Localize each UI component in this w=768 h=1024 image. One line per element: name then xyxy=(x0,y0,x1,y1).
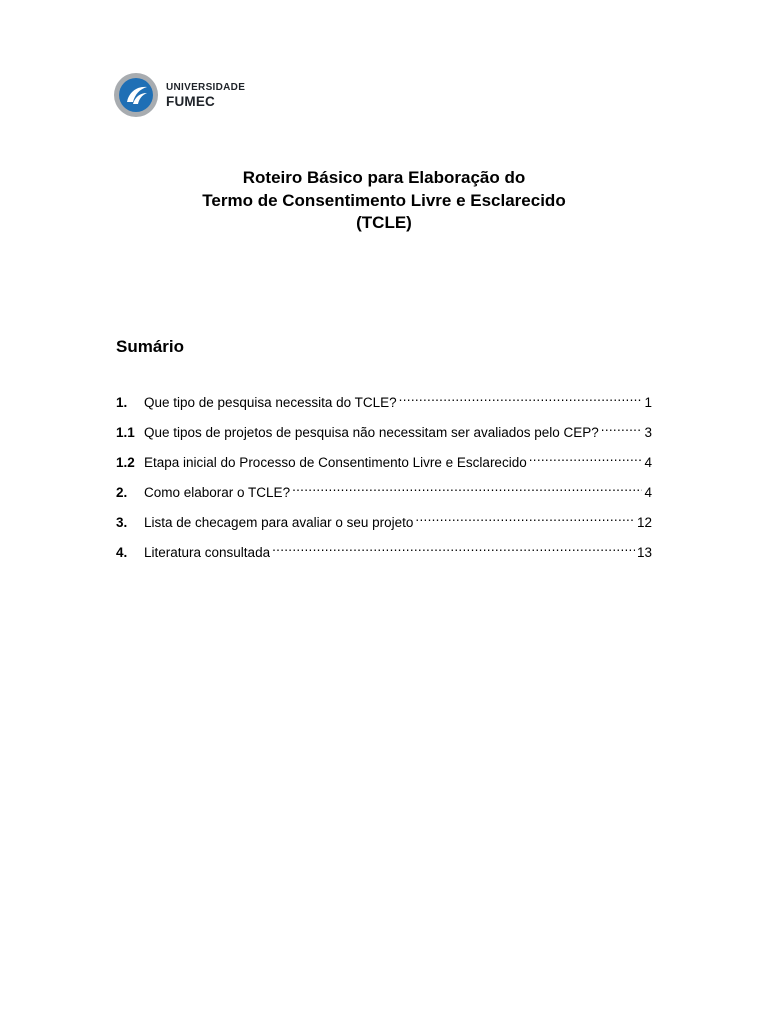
toc-entry-page: 13 xyxy=(636,545,652,560)
table-of-contents xyxy=(116,387,652,567)
title-line-2: Termo de Consentimento Livre e Esclarecido xyxy=(202,190,566,210)
toc-entry-number: 1.2 xyxy=(116,455,135,470)
toc-entry-title: Que tipo de pesquisa necessita do TCLE? xyxy=(144,395,397,410)
toc-entry[interactable] xyxy=(116,387,652,417)
university-logo xyxy=(113,66,250,124)
toc-leader-dots xyxy=(529,447,643,467)
toc-entry[interactable] xyxy=(116,477,652,507)
toc-entry-number: 2. xyxy=(116,485,128,500)
toc-leader-dots xyxy=(292,477,642,497)
toc-entry[interactable] xyxy=(116,537,652,567)
toc-entry-number: 1. xyxy=(116,395,128,410)
toc-leader-dots xyxy=(399,387,643,407)
summary-heading: Sumário xyxy=(116,337,185,356)
toc-entry-page: 1 xyxy=(644,395,652,410)
title-line-3: (TCLE) xyxy=(356,213,412,232)
toc-leader-dots xyxy=(601,417,643,437)
toc-entry-number: 1.1 xyxy=(116,425,135,440)
logo-line-fumec: FUMEC xyxy=(166,93,215,109)
title-line-1: Roteiro Básico para Elaboração do xyxy=(242,168,526,187)
toc-entry-page: 4 xyxy=(644,455,652,470)
toc-entry-title: Que tipos de projetos de pesquisa não necessitam ser avaliados pelo CEP? xyxy=(144,425,599,440)
toc-leader-dots xyxy=(272,537,635,557)
toc-leader-dots xyxy=(415,507,635,527)
toc-entry-title: Literatura consultada xyxy=(144,545,271,560)
logo-line-universidade: UNIVERSIDADE xyxy=(166,81,246,93)
toc-entry-number: 3. xyxy=(116,515,128,530)
toc-entry-number: 4. xyxy=(116,545,128,560)
fumec-logo-icon xyxy=(113,72,159,118)
logo-wordmark xyxy=(166,82,245,109)
document-title xyxy=(0,167,768,235)
toc-entry[interactable] xyxy=(116,507,652,537)
toc-entry[interactable] xyxy=(116,417,652,447)
toc-entry-page: 12 xyxy=(636,515,652,530)
toc-entry-page: 3 xyxy=(644,425,652,440)
toc-entry-page: 4 xyxy=(644,485,652,500)
toc-entry-title: Lista de checagem para avaliar o seu projeto xyxy=(144,515,414,530)
toc-entry[interactable] xyxy=(116,447,652,477)
toc-entry-title: Como elaborar o TCLE? xyxy=(144,485,291,500)
toc-entry-title: Etapa inicial do Processo de Consentimento Livre e Esclarecido xyxy=(144,455,527,470)
